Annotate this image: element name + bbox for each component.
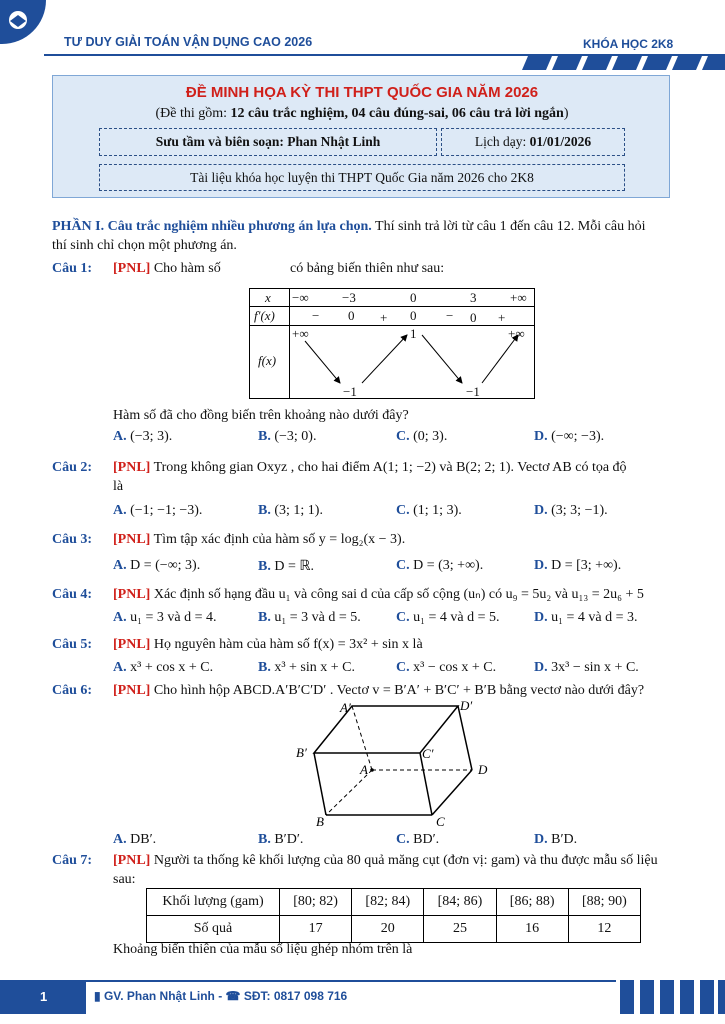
bbt-f: 1 (410, 326, 417, 341)
q1-option-a[interactable]: A. (−3; 3). (113, 429, 173, 444)
q4-label: Câu 4: (52, 587, 93, 602)
bbt-x: 0 (410, 290, 417, 305)
table-cell: 17 (280, 916, 352, 943)
q7-text: [PNL] Người ta thống kê khối lượng của 80 quả măng cụt (đơn vị: gam) và thu được mẫu số liệu sau: (113, 853, 658, 887)
bbt-sign: + (498, 310, 506, 325)
exam-title-box (52, 75, 670, 198)
q1-option-b[interactable]: B. (−3; 0). (258, 429, 317, 444)
q3-option-d[interactable]: D. D = [3; +∞). (534, 558, 622, 573)
q3-option-b[interactable]: B. D = ℝ. (258, 559, 314, 574)
q7-label: Câu 7: (52, 853, 93, 868)
bbt-x: −∞ (292, 290, 309, 305)
bbt-fp-label: f′(x) (254, 308, 275, 323)
header-course-name: KHÓA HỌC 2K8 (583, 37, 674, 51)
q5-text: [PNL] Họ nguyên hàm của hàm số f(x) = 3x² + sin x là (113, 637, 423, 652)
bbt-f: +∞ (292, 326, 309, 341)
q2-option-b[interactable]: B. (3; 1; 1). (258, 503, 323, 518)
q1-text: [PNL] Cho hàm số (113, 261, 221, 276)
table-header: Số quả (147, 916, 280, 943)
logo (0, 0, 46, 44)
q6-label: Câu 6: (52, 683, 93, 698)
table-cell: [82; 84) (352, 889, 424, 916)
document-icon: ▮ (94, 989, 101, 1003)
q1-option-c[interactable]: C. (0; 3). (396, 429, 448, 444)
footer-stripes (616, 980, 725, 1014)
q4-option-d[interactable]: D. u₁ = 4 và d = 3. (534, 610, 638, 625)
bbt-sign: + (380, 310, 388, 325)
label-A1: A′ (340, 700, 351, 715)
header-stripes (520, 56, 725, 72)
exam-title: ĐỀ MINH HỌA KỲ THI THPT QUỐC GIA NĂM 2026 (185, 84, 539, 101)
table-cell: [88; 90) (568, 889, 640, 916)
table-cell: 12 (568, 916, 640, 943)
label-A: A (360, 762, 368, 777)
phone-icon: ☎ (225, 989, 241, 1003)
label-C: C (436, 814, 445, 828)
q4-option-a[interactable]: A. u₁ = 3 và d = 4. (113, 610, 217, 625)
q5-option-a[interactable]: A. x³ + cos x + C. (113, 660, 214, 675)
table-cell: [86; 88) (496, 889, 568, 916)
table-cell: [84; 86) (424, 889, 496, 916)
q6-option-d[interactable]: D. B′D. (534, 832, 578, 847)
table-cell: 20 (352, 916, 424, 943)
q4-text: [PNL] Xác định số hạng đầu u₁ và công sai d của cấp số cộng (uₙ) có u₉ = 5u₂ và u₁₃ = 2u₆ + 5 (113, 587, 644, 602)
q1-question: Hàm số đã cho đồng biến trên khoảng nào dưới đây? (113, 408, 409, 423)
q5-label: Câu 5: (52, 637, 93, 652)
exam-subtitle: (Đề thi gồm: 12 câu trắc nghiệm, 04 câu đúng-sai, 06 câu trả lời ngắn) (155, 106, 569, 121)
q3-text: [PNL] Tìm tập xác định của hàm số y = log₂(x − 3). (113, 532, 406, 547)
bbt-f: −1 (466, 384, 480, 399)
bbt-sign: 0 (410, 308, 417, 323)
bbt-x: −3 (342, 290, 356, 305)
q5-option-d[interactable]: D. 3x³ − sin x + C. (534, 660, 639, 675)
bbt-sign: 0 (348, 308, 355, 323)
bbt-arrows (250, 325, 534, 398)
q4-option-c[interactable]: C. u₁ = 4 và d = 5. (396, 610, 500, 625)
q2-text: [PNL] Trong không gian Oxyz , cho hai điểm A(1; 1; −2) và B(2; 2; 1). Vectơ AB có tọa độ là (113, 460, 627, 494)
q2-option-a[interactable]: A. (−1; −1; −3). (113, 503, 203, 518)
label-B: B (316, 814, 324, 828)
table-cell: 16 (496, 916, 568, 943)
bbt-f: −1 (343, 384, 357, 399)
table-cell: [80; 82) (280, 889, 352, 916)
label-B1: B′ (296, 745, 307, 760)
variation-table (249, 288, 535, 399)
note-box: Tài liệu khóa học luyện thi THPT Quốc Gia năm 2026 cho 2K8 (99, 164, 625, 191)
q2-label: Câu 2: (52, 460, 93, 475)
bbt-sign: − (312, 308, 320, 323)
q7-data-table (146, 888, 641, 943)
q1-option-d[interactable]: D. (−∞; −3). (534, 429, 605, 444)
q3-option-c[interactable]: C. D = (3; +∞). (396, 558, 484, 573)
bbt-x: 3 (470, 290, 477, 305)
bbt-sign: 0 (470, 310, 477, 325)
bbt-f: +∞ (508, 326, 525, 341)
q1-label: Câu 1: (52, 261, 93, 276)
date-box: Lịch dạy: 01/01/2026 (441, 128, 625, 156)
bbt-x: +∞ (510, 290, 527, 305)
page-number: 1 (40, 989, 48, 1004)
q5-option-c[interactable]: C. x³ − cos x + C. (396, 660, 497, 675)
q2-option-c[interactable]: C. (1; 1; 3). (396, 503, 462, 518)
label-C1: C′ (422, 746, 434, 761)
bbt-sign: − (446, 308, 454, 323)
q6-option-b[interactable]: B. B′D′. (258, 832, 304, 847)
q7-question: Khoảng biến thiên của mẫu số liệu ghép nhóm trên là (113, 942, 413, 957)
graduation-icon (5, 6, 35, 36)
q5-option-b[interactable]: B. x³ + sin x + C. (258, 660, 356, 675)
label-D1: D′ (460, 698, 473, 713)
table-header: Khối lượng (gam) (147, 889, 280, 916)
q3-label: Câu 3: (52, 532, 93, 547)
table-cell: 25 (424, 916, 496, 943)
bbt-x-label: x (265, 290, 271, 305)
q4-option-b[interactable]: B. u₁ = 3 và d = 5. (258, 610, 361, 625)
author-box: Sưu tầm và biên soạn: Phan Nhật Linh (99, 128, 437, 156)
parallelepiped-figure (290, 698, 500, 828)
q3-option-a[interactable]: A. D = (−∞; 3). (113, 558, 201, 573)
part1-intro: PHẦN I. Câu trắc nghiệm nhiều phương án lựa chọn. Thí sinh trả lời từ câu 1 đến câu 12. Mỗi câu hỏi thí sinh chỉ chọn một phương án. (52, 219, 646, 253)
footer-author: ▮ GV. Phan Nhật Linh - ☎ SĐT: 0817 098 716 (94, 989, 348, 1003)
q6-option-a[interactable]: A. DB′. (113, 832, 157, 847)
q2-option-d[interactable]: D. (3; 3; −1). (534, 503, 608, 518)
q6-text: [PNL] Cho hình hộp ABCD.A′B′C′D′ . Vectơ v = B′A′ + B′C′ + B′B bằng vectơ nào dưới đây? (113, 683, 645, 698)
header-course-title: TƯ DUY GIẢI TOÁN VẬN DỤNG CAO 2026 (64, 35, 313, 49)
bbt-f-label: f(x) (258, 353, 277, 368)
q1-text-b: có bảng biến thiên như sau: (290, 261, 445, 276)
label-D: D (478, 762, 488, 777)
q6-option-c[interactable]: C. BD′. (396, 832, 440, 847)
